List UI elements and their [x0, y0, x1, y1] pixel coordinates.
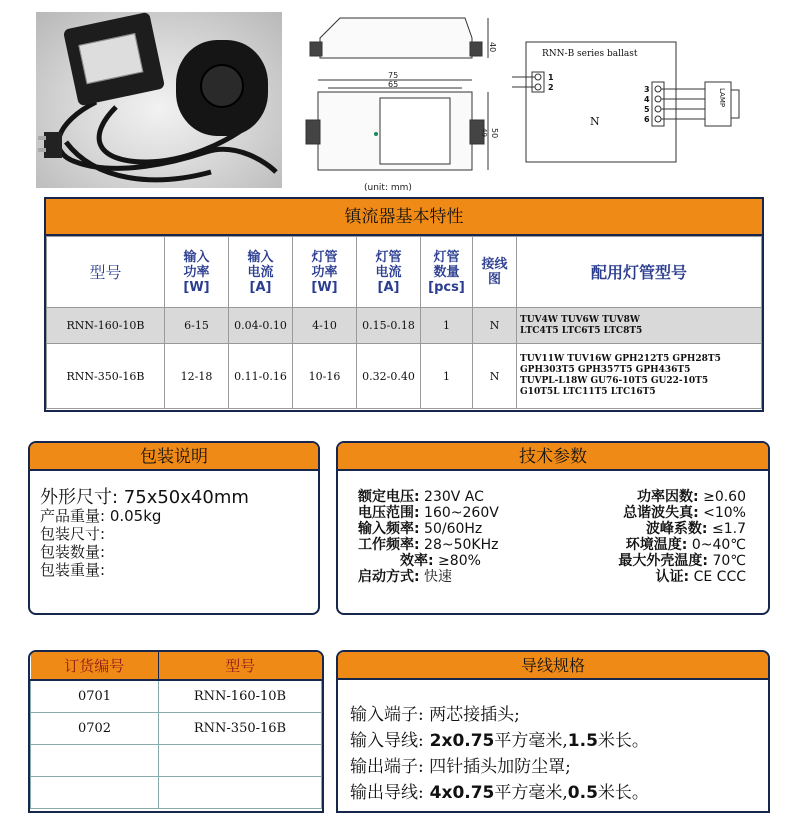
packaging-panel	[28, 441, 320, 615]
cell-order-code	[31, 744, 159, 776]
wire-output-terminal: 输出端子: 四针插头加防尘罩;	[350, 757, 571, 777]
pin-3: 3	[644, 85, 650, 94]
pin-1: 1	[548, 73, 554, 82]
product-weight-line: 产品重量: 0.05kg	[40, 507, 162, 525]
param-voltage-range: 电压范围: 160~260V	[358, 505, 499, 521]
dim-65: 65	[388, 80, 399, 89]
wire-spec-panel	[336, 650, 770, 813]
param-ambient-temp: 环境温度: 0~40℃	[625, 537, 746, 553]
cell-order-model: RNN-350-16B	[159, 712, 322, 744]
col-wiring: 接线 图	[473, 237, 517, 308]
param-rated-voltage: 额定电压: 230V AC	[358, 489, 484, 505]
cell-wiring: N	[473, 308, 517, 344]
col-order-model: 型号	[159, 652, 322, 680]
cell-model: RNN-350-16B	[47, 344, 165, 409]
dim-49: 49	[480, 128, 488, 137]
cell-order-code	[31, 776, 159, 808]
dim-75: 75	[388, 71, 399, 80]
tech-params-left	[358, 489, 499, 585]
param-power-factor: 功率因数: ≥0.60	[637, 489, 746, 505]
table-row	[31, 712, 322, 744]
wire-input-lead: 输入导线: 2x0.75平方毫米,1.5米长。	[350, 731, 649, 751]
wiring-diagram	[510, 30, 780, 170]
pack-weight-line: 包装重量:	[40, 561, 106, 579]
order-code-panel	[28, 650, 324, 813]
lamp-label: LAMP	[718, 88, 726, 108]
pack-size-line: 包装尺寸:	[40, 525, 106, 543]
table-row	[47, 308, 762, 344]
table-row	[31, 680, 322, 712]
pin-2: 2	[548, 83, 554, 92]
tech-params-title: 技术参数	[338, 443, 768, 471]
cell-order-code: 0702	[31, 712, 159, 744]
table-row	[47, 344, 762, 409]
col-lamps: 配用灯管型号	[517, 237, 762, 308]
table-row	[31, 776, 322, 808]
lamp-socket	[176, 40, 268, 136]
param-efficiency: 效率: ≥80%	[400, 553, 481, 569]
dim-50: 50	[490, 128, 499, 139]
param-thd: 总谐波失真: <10%	[623, 505, 746, 521]
dim-40: 40	[488, 42, 497, 53]
tech-params-panel	[336, 441, 770, 615]
pin-6: 6	[644, 115, 650, 124]
spec-grid	[46, 236, 762, 409]
pin-4: 4	[644, 95, 650, 104]
wiring-title: RNN-B series ballast	[542, 49, 638, 59]
cell-lamps: TUV11W TUV16W GPH212T5 GPH28T5 GPH303T5 GPH357T5 GPH436T5 TUVPL-L18W GU76-10T5 GU22-10T5 G10T5L LTC11T5 LTC16T5	[517, 344, 762, 409]
order-header-row	[31, 652, 322, 680]
cell-wiring: N	[473, 344, 517, 409]
param-work-frequency: 工作频率: 28~50KHz	[358, 537, 499, 553]
col-lamp-current: 灯管 电流 [A]	[357, 237, 421, 308]
param-certification: 认证: CE CCC	[655, 569, 746, 585]
col-order-code: 订货编号	[31, 652, 159, 680]
cell-lamps: TUV4W TUV6W TUV8W LTC4T5 LTC6T5 LTC8T5	[517, 308, 762, 344]
wire-spec-title: 导线规格	[338, 652, 768, 680]
cell-lamp-current: 0.15-0.18	[357, 308, 421, 344]
cell-model: RNN-160-10B	[47, 308, 165, 344]
cell-order-code: 0701	[31, 680, 159, 712]
param-crest-factor: 波峰系数: ≤1.7	[645, 521, 746, 537]
col-model: 型号	[47, 237, 165, 308]
cell-input-power: 12-18	[165, 344, 229, 409]
product-size-line: 外形尺寸: 75x50x40mm	[40, 487, 249, 508]
unit-note: (unit: mm)	[364, 183, 412, 193]
param-max-case-temp: 最大外壳温度: 70℃	[618, 553, 746, 569]
ballast-spec-table	[44, 197, 764, 412]
wiring-n: N	[590, 115, 600, 128]
order-table	[30, 652, 322, 809]
packaging-title: 包装说明	[30, 443, 318, 471]
tech-params-right	[618, 489, 746, 585]
cell-input-current: 0.04-0.10	[229, 308, 293, 344]
wire-input-terminal: 输入端子: 两芯接插头;	[350, 705, 520, 725]
cell-qty: 1	[421, 308, 473, 344]
cell-order-model	[159, 744, 322, 776]
wire-output-lead: 输出导线: 4x0.75平方毫米,0.5米长。	[350, 783, 649, 803]
param-start-mode: 启动方式: 快速	[358, 569, 453, 585]
cell-order-model	[159, 776, 322, 808]
product-photo	[36, 12, 282, 188]
col-lamp-power: 灯管 功率 [W]	[293, 237, 357, 308]
col-input-current: 输入 电流 [A]	[229, 237, 293, 308]
cell-lamp-current: 0.32-0.40	[357, 344, 421, 409]
pack-qty-line: 包装数量:	[40, 543, 106, 561]
cell-order-model: RNN-160-10B	[159, 680, 322, 712]
table-row	[31, 744, 322, 776]
cell-qty: 1	[421, 344, 473, 409]
spec-table-title: 镇流器基本特性	[46, 199, 762, 236]
cell-input-current: 0.11-0.16	[229, 344, 293, 409]
cell-lamp-power: 4-10	[293, 308, 357, 344]
cell-input-power: 6-15	[165, 308, 229, 344]
cell-lamp-power: 10-16	[293, 344, 357, 409]
col-input-power: 输入 功率 [W]	[165, 237, 229, 308]
param-input-frequency: 输入频率: 50/60Hz	[358, 521, 483, 537]
spec-header-row	[47, 237, 762, 308]
dimension-drawing	[300, 10, 500, 195]
pin-5: 5	[644, 105, 650, 114]
col-lamp-qty: 灯管 数量 [pcs]	[421, 237, 473, 308]
